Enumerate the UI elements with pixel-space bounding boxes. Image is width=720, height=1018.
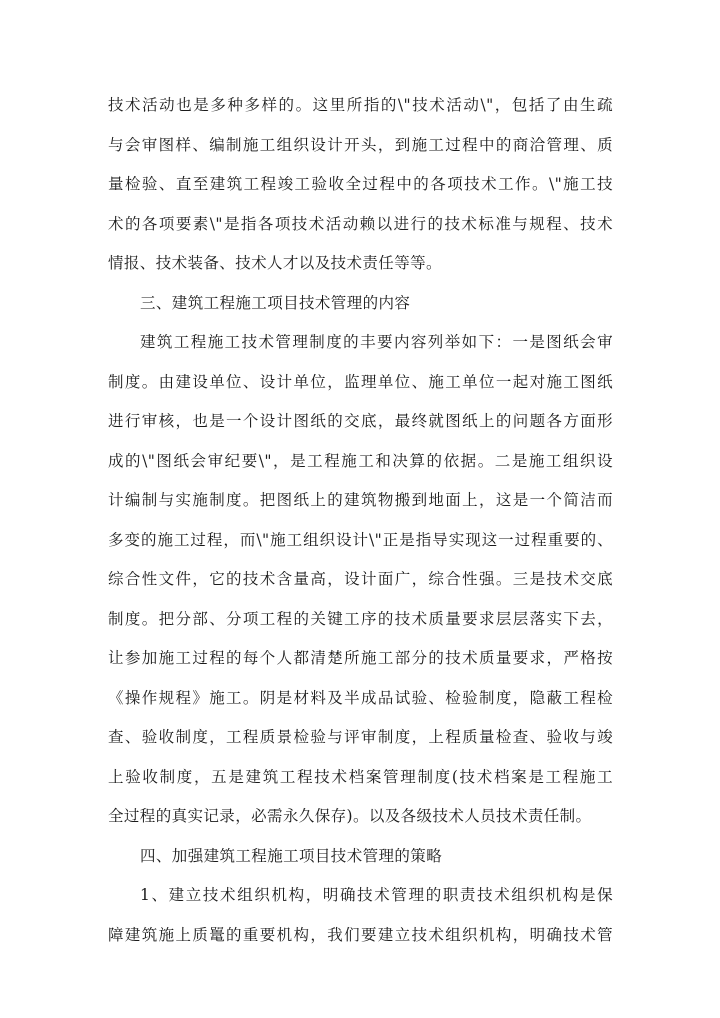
paragraph-line: 计编制与实施制度。把图纸上的建筑物搬到地面上，这是一个简洁而 — [108, 491, 613, 509]
paragraph-line: 情报、技术装备、技术人才以及技术责任等等。 — [108, 254, 442, 272]
paragraph-line: 《操作规程》施工。阴是材料及半成品试验、检验制度，隐蔽工程检 — [108, 688, 613, 707]
section-heading: 四、加强建筑工程施工项目技术管理的策略 — [140, 846, 443, 865]
paragraph-line: 建筑工程施工技术管理制度的丰要内容列举如下：一是图纸会审 — [140, 333, 613, 351]
paragraph-line: 进行审核，也是一个设计图纸的交底，最终就图纸上的问题各方面形 — [108, 412, 613, 430]
paragraph-line: 综合性文件，它的技术含量高，设计面广，综合性强。三是技术交底 — [108, 570, 613, 588]
paragraph-line: 成的\"图纸会审纪要\"，是工程施工和决算的依据。二是施工组织设 — [108, 451, 613, 470]
paragraph-line: 量检验、直至建筑工程竣工验收全过程中的各项技术工作。\"施工技 — [108, 175, 613, 193]
paragraph-line: 技术活动也是多种多样的。这里所指的\"技术活动\"，包括了由生疏 — [108, 96, 613, 114]
paragraph-line: 多变的施工过程，而\"施工组织设计\"正是指导实现这一过程重要的、 — [108, 530, 613, 549]
paragraph-line: 制度。把分部、分项工程的关键工序的技术质量要求层层落实下去， — [108, 609, 613, 628]
paragraph-line: 上验收制度，五是建筑工程技术档案管理制度(技术档案是工程施工 — [108, 767, 613, 786]
paragraph-line: 术的各项要素\"是指各项技术活动赖以进行的技术标准与规程、技术 — [108, 214, 613, 233]
paragraph-line: 全过程的真实记录，必需永久保存)。以及各级技术人员技术责任制。 — [108, 807, 592, 825]
paragraph-line: 让参加施工过程的每个人都清楚所施工部分的技术质量要求，严格按 — [108, 649, 613, 667]
paragraph-line: 与会审图样、编制施工组织设计开头，到施工过程中的商洽管理、质 — [108, 135, 613, 154]
paragraph-line: 障建筑施上质鼍的重要机构，我们要建立技术组织机构，明确技术管 — [108, 925, 613, 944]
section-heading: 三、建筑工程施工项目技术管理的内容 — [140, 293, 411, 312]
paragraph-line: 查、验收制度，工程质景检验与评审制度，上程质量检查、验收与竣 — [108, 728, 613, 746]
body-text — [108, 86, 613, 955]
paragraph-line: 制度。由建设单位、设计单位，监理单位、施工单位一起对施工图纸 — [108, 372, 613, 391]
paragraph-line: 1、建立技术组织机构，明确技术管理的职责技术组织机构是保 — [140, 886, 613, 904]
